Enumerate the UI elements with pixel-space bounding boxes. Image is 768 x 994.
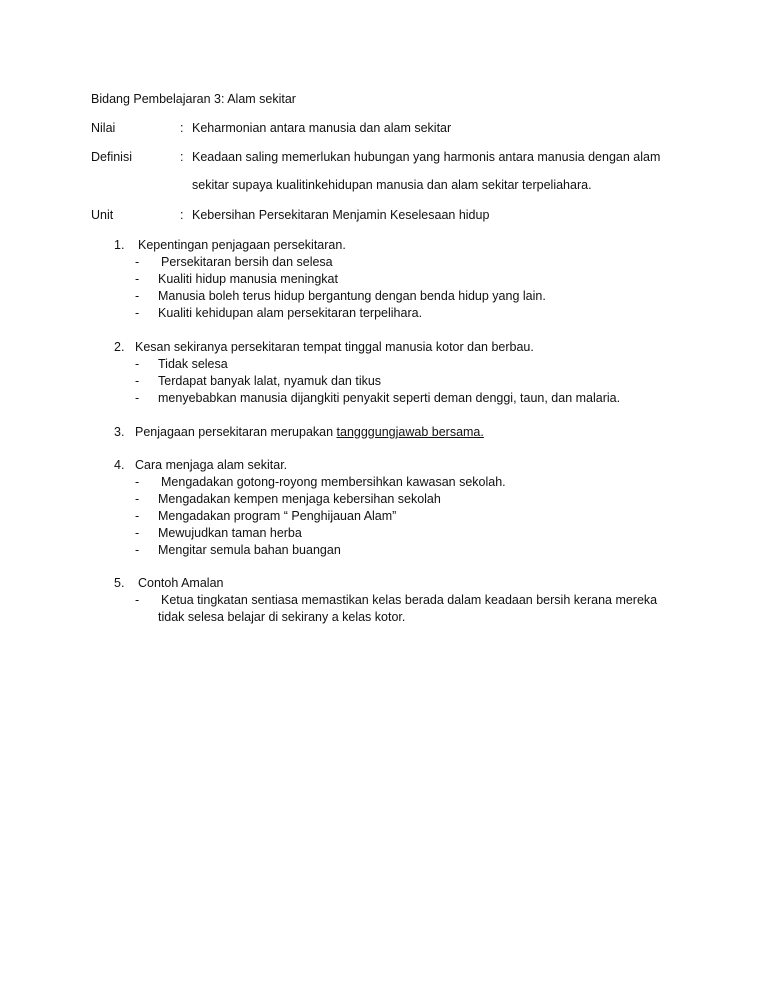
section-3-number: 3. xyxy=(114,425,125,439)
section-2-heading: Kesan sekiranya persekitaran tempat tinggal manusia kotor dan berbau. xyxy=(135,340,534,354)
list-item: Mengadakan gotong-royong membersihkan kawasan sekolah. xyxy=(161,475,506,489)
bullet-dash: - xyxy=(135,526,140,540)
section-3-heading xyxy=(135,425,484,439)
bullet-dash: - xyxy=(135,509,140,523)
section-4-heading: Cara menjaga alam sekitar. xyxy=(135,458,288,472)
list-item: Manusia boleh terus hidup bergantung dengan benda hidup yang lain. xyxy=(158,289,546,303)
bullet-dash: - xyxy=(135,475,140,489)
bullet-dash: - xyxy=(135,593,140,607)
section-4-number: 4. xyxy=(114,458,125,472)
bullet-dash: - xyxy=(135,374,140,388)
section-5-number: 5. xyxy=(114,576,125,590)
list-item: Ketua tingkatan sentiasa memastikan kelas berada dalam keadaan bersih kerana mereka xyxy=(161,593,658,607)
nilai-value: Keharmonian antara manusia dan alam sekitar xyxy=(192,121,452,135)
list-item: Persekitaran bersih dan selesa xyxy=(161,255,333,269)
list-item-continuation: tidak selesa belajar di sekirany a kelas kotor. xyxy=(158,610,406,624)
section-3-heading-prefix: Penjagaan persekitaran merupakan xyxy=(135,425,337,439)
definisi-colon: : xyxy=(180,150,184,164)
list-item: Mewujudkan taman herba xyxy=(158,526,302,540)
document-title: Bidang Pembelajaran 3: Alam sekitar xyxy=(91,92,296,106)
definisi-value-line2: sekitar supaya kualitinkehidupan manusia dan alam sekitar terpeliahara. xyxy=(192,178,592,192)
list-item: Terdapat banyak lalat, nyamuk dan tikus xyxy=(158,374,382,388)
nilai-label: Nilai xyxy=(91,121,116,135)
definisi-label: Definisi xyxy=(91,150,132,164)
definisi-value-line1: Keadaan saling memerlukan hubungan yang harmonis antara manusia dengan alam xyxy=(192,150,661,164)
section-2-number: 2. xyxy=(114,340,125,354)
list-item: Mengitar semula bahan buangan xyxy=(158,543,341,557)
bullet-dash: - xyxy=(135,492,140,506)
bullet-dash: - xyxy=(135,543,140,557)
bullet-dash: - xyxy=(135,272,140,286)
bullet-dash: - xyxy=(135,289,140,303)
section-1-number: 1. xyxy=(114,238,125,252)
list-item: Kualiti hidup manusia meningkat xyxy=(158,272,338,286)
list-item: menyebabkan manusia dijangkiti penyakit seperti deman denggi, taun, dan malaria. xyxy=(158,391,621,405)
unit-value: Kebersihan Persekitaran Menjamin Keselesaan hidup xyxy=(192,208,490,222)
list-item: Mengadakan kempen menjaga kebersihan sekolah xyxy=(158,492,441,506)
list-item: Kualiti kehidupan alam persekitaran terpelihara. xyxy=(158,306,423,320)
list-item: Tidak selesa xyxy=(158,357,228,371)
section-1-heading: Kepentingan penjagaan persekitaran. xyxy=(138,238,346,252)
section-5-heading: Contoh Amalan xyxy=(138,576,224,590)
bullet-dash: - xyxy=(135,357,140,371)
nilai-colon: : xyxy=(180,121,184,135)
bullet-dash: - xyxy=(135,306,140,320)
bullet-dash: - xyxy=(135,255,140,269)
unit-label: Unit xyxy=(91,208,114,222)
bullet-dash: - xyxy=(135,391,140,405)
section-3-heading-underlined: tangggungjawab bersama. xyxy=(336,425,484,439)
list-item: Mengadakan program “ Penghijauan Alam” xyxy=(158,509,397,523)
unit-colon: : xyxy=(180,208,184,222)
